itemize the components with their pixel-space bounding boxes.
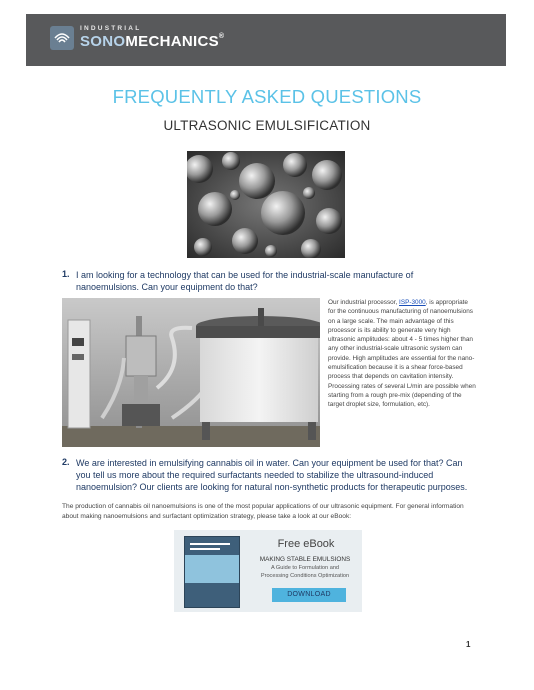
question-1-line-1: I am looking for a technology that can be used for the industrial-scale manufacture of <box>76 270 414 280</box>
ebook-cover-image <box>184 536 240 608</box>
question-1-line-2: nanoemulsions. Can your equipment do that? <box>76 282 258 292</box>
logo-registered: ® <box>218 33 225 40</box>
question-2-line-1: We are interested in emulsifying cannabis oil in water. Can your equipment be used for that? Can <box>76 458 463 468</box>
page-title: FREQUENTLY ASKED QUESTIONS <box>112 86 422 107</box>
cover-band <box>185 555 239 583</box>
ebook-free-label: Free eBook <box>277 538 335 550</box>
answer-1-intro: Our industrial processor, <box>328 299 400 306</box>
isp-3000-link[interactable]: ISP-3000 <box>399 299 426 306</box>
question-1-number: 1. <box>62 269 70 279</box>
logo-wave-icon <box>50 26 74 50</box>
ebook-subtitle-line-2: Processing Conditions Optimization <box>260 572 350 579</box>
ebook-title: MAKING STABLE EMULSIONS <box>259 556 351 563</box>
cover-subtitle-line <box>190 548 220 550</box>
logo-sono: SONO <box>80 33 126 50</box>
answer-1-body: , is appropriate for the continuous manufacturing of nanoemulsions on a large scale. The main advantage of this processor is its ability to generate very high ultrasonic amplitudes: about 4 - 5 times higher than any other industrial-scale ultrasonic system can provide. High amplitudes are essential for the nano-emulsification because it is a shear force-based process that depends on cavitation intensity. Processing rates of several L/min are possible when starting from a rough pre-mix (depending of the target droplet size, formulation, etc). <box>328 299 476 409</box>
ebook-subtitle <box>248 565 362 580</box>
equipment-photo <box>62 298 320 447</box>
question-2-line-2: you tell us more about the required surfactants needed to stabilize the ultrasound-induced <box>76 470 434 480</box>
ebook-banner[interactable] <box>174 530 362 612</box>
company-logo[interactable] <box>50 25 230 55</box>
cover-title-line <box>190 543 230 545</box>
page-number: 1 <box>466 640 471 649</box>
droplets-illustration <box>187 151 345 258</box>
question-2-line-3: nanoemulsion? Our clients are looking for natural non-synthetic products for therapeutic purposes. <box>76 482 468 492</box>
ebook-subtitle-line-1: A Guide to Formulation and <box>270 565 340 571</box>
logo-wordmark <box>80 33 224 50</box>
ultrasonic-processor-illustration <box>62 298 320 447</box>
answer-2-text: The production of cannabis oil nanoemulsions is one of the most popular applications of our ultrasonic equipment. For general information about making nanoemulsions and surfactant optimization strategy, please take a look at our eBook: <box>62 503 464 520</box>
answer-1-text <box>328 298 476 410</box>
logo-mechanics: MECHANICS <box>125 33 219 50</box>
question-2-number: 2. <box>62 457 70 467</box>
page-subtitle: ULTRASONIC EMULSIFICATION <box>163 118 371 133</box>
download-button[interactable]: DOWNLOAD <box>272 588 346 602</box>
logo-tagline: INDUSTRIAL <box>80 25 142 32</box>
hero-image-droplets <box>187 151 345 258</box>
